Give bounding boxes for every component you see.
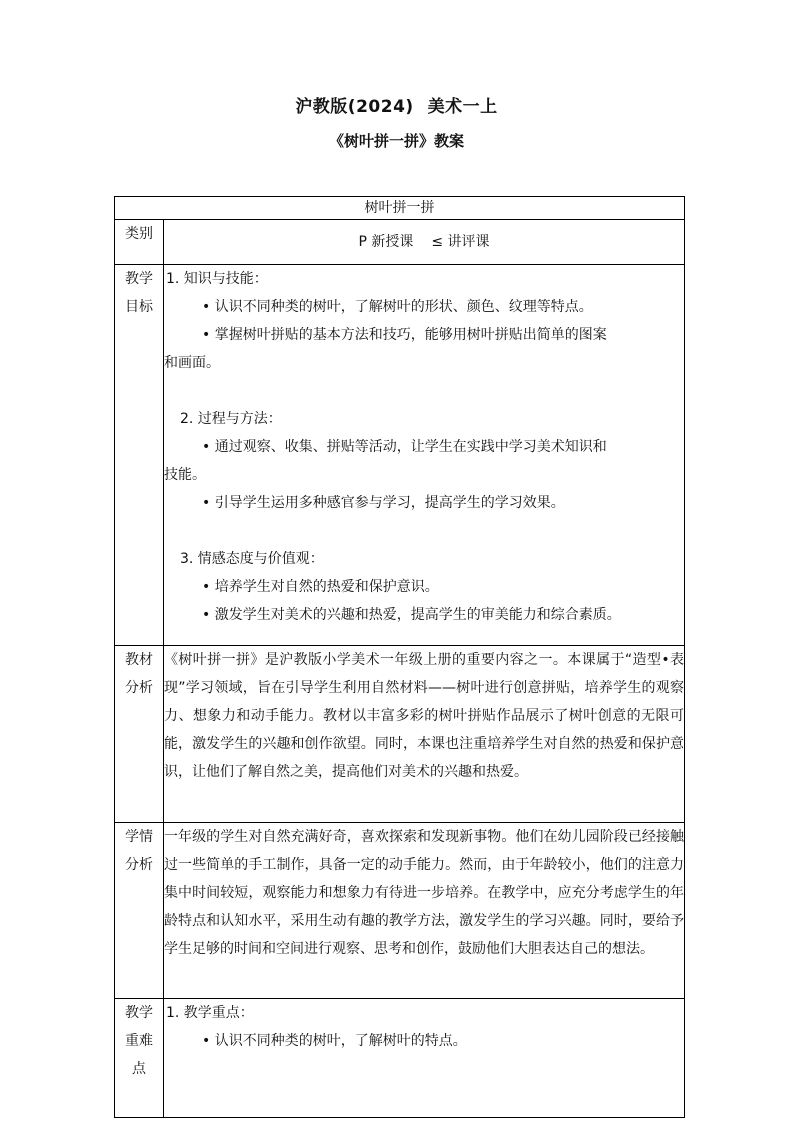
material-row (115, 646, 685, 823)
objective-bullet-2-2: • 引导学生运用多种感官参与学习，提高学生的学习效果。 (202, 495, 565, 511)
students-label-line1: 学情 (125, 829, 153, 845)
objective-heading-1: 1. 知识与技能： (166, 271, 268, 287)
keypoint-bullet-1-1: • 认识不同种类的树叶，了解树叶的特点。 (202, 1033, 467, 1049)
category-row (115, 220, 685, 265)
students-row (115, 823, 685, 999)
students-text: 一年级的学生对自然充满好奇，喜欢探索和发现新事物。他们在幼儿园阶段已经接触过一些简单的手工制作，具备一定的动手能力。然而，由于年龄较小，他们的注意力集中时间较短，观察能力和想象力有待进一步培养。在教学中，应充分考虑学生的年龄特点和认知水平，采用生动有趣的教学方法，激发学生的学习兴趣。同时，要给予学生足够的时间和空间进行观察、思考和创作，鼓励他们大胆表达自己的想法。 (164, 823, 685, 999)
objectives-label (115, 265, 164, 646)
material-label-line2: 分析 (125, 680, 153, 696)
category-option-new: P 新授课 (358, 234, 414, 250)
document-subtitle: 《树叶拼一拼》教案 (328, 132, 464, 150)
students-label-line2: 分析 (125, 857, 153, 873)
material-label (115, 646, 164, 823)
objective-bullet-3-1: • 培养学生对自然的热爱和保护意识。 (202, 579, 439, 595)
objective-bullet-1-2-cont: 和画面。 (164, 355, 220, 371)
keypoint-heading-1: 1. 教学重点： (166, 1005, 254, 1021)
material-label-line1: 教材 (125, 652, 153, 668)
objective-bullet-3-2: • 激发学生对美术的兴趣和热爱，提高学生的审美能力和综合素质。 (202, 607, 621, 623)
objective-bullet-1-1: • 认识不同种类的树叶，了解树叶的形状、颜色、纹理等特点。 (202, 299, 593, 315)
lesson-name-row (115, 197, 685, 220)
title-publisher: 沪教版(2024) (295, 97, 414, 117)
objectives-label-line1: 教学 (125, 271, 153, 287)
keypoints-label-line3: 点 (132, 1061, 146, 1077)
title-subject: 美术一上 (427, 97, 498, 117)
lesson-plan-table (114, 196, 685, 1118)
objective-bullet-2-1-cont: 技能。 (164, 467, 206, 483)
objective-bullet-1-2: • 掌握树叶拼贴的基本方法和技巧，能够用树叶拼贴出简单的图案 (202, 327, 607, 343)
keypoints-row (115, 999, 685, 1118)
objectives-row (115, 265, 685, 646)
objectives-content (164, 265, 685, 646)
category-options (164, 220, 685, 265)
document-title (0, 92, 793, 117)
students-label (115, 823, 164, 999)
keypoints-label-line1: 教学 (125, 1005, 153, 1021)
lesson-name-cell: 树叶拼一拼 (115, 197, 685, 220)
category-label: 类别 (115, 220, 164, 265)
keypoints-content (164, 999, 685, 1118)
objective-heading-3: 3. 情感态度与价值观： (180, 551, 324, 567)
keypoints-label (115, 999, 164, 1118)
objective-heading-2: 2. 过程与方法： (180, 411, 282, 427)
material-text: 《树叶拼一拼》是沪教版小学美术一年级上册的重要内容之一。本课属于“造型•表现”学习领域，旨在引导学生利用自然材料——树叶进行创意拼贴，培养学生的观察力、想象力和动手能力。教材以丰富多彩的树叶拼贴作品展示了树叶创意的无限可能，激发学生的兴趣和创作欲望。同时，本课也注重培养学生对自然的热爱和保护意识，让他们了解自然之美，提高他们对美术的兴趣和热爱。 (164, 646, 685, 823)
objective-bullet-2-1: • 通过观察、收集、拼贴等活动，让学生在实践中学习美术知识和 (202, 439, 607, 455)
keypoints-label-line2: 重难 (125, 1033, 153, 1049)
objectives-label-line2: 目标 (125, 299, 153, 315)
category-option-review: ≤ 讲评课 (431, 234, 490, 250)
